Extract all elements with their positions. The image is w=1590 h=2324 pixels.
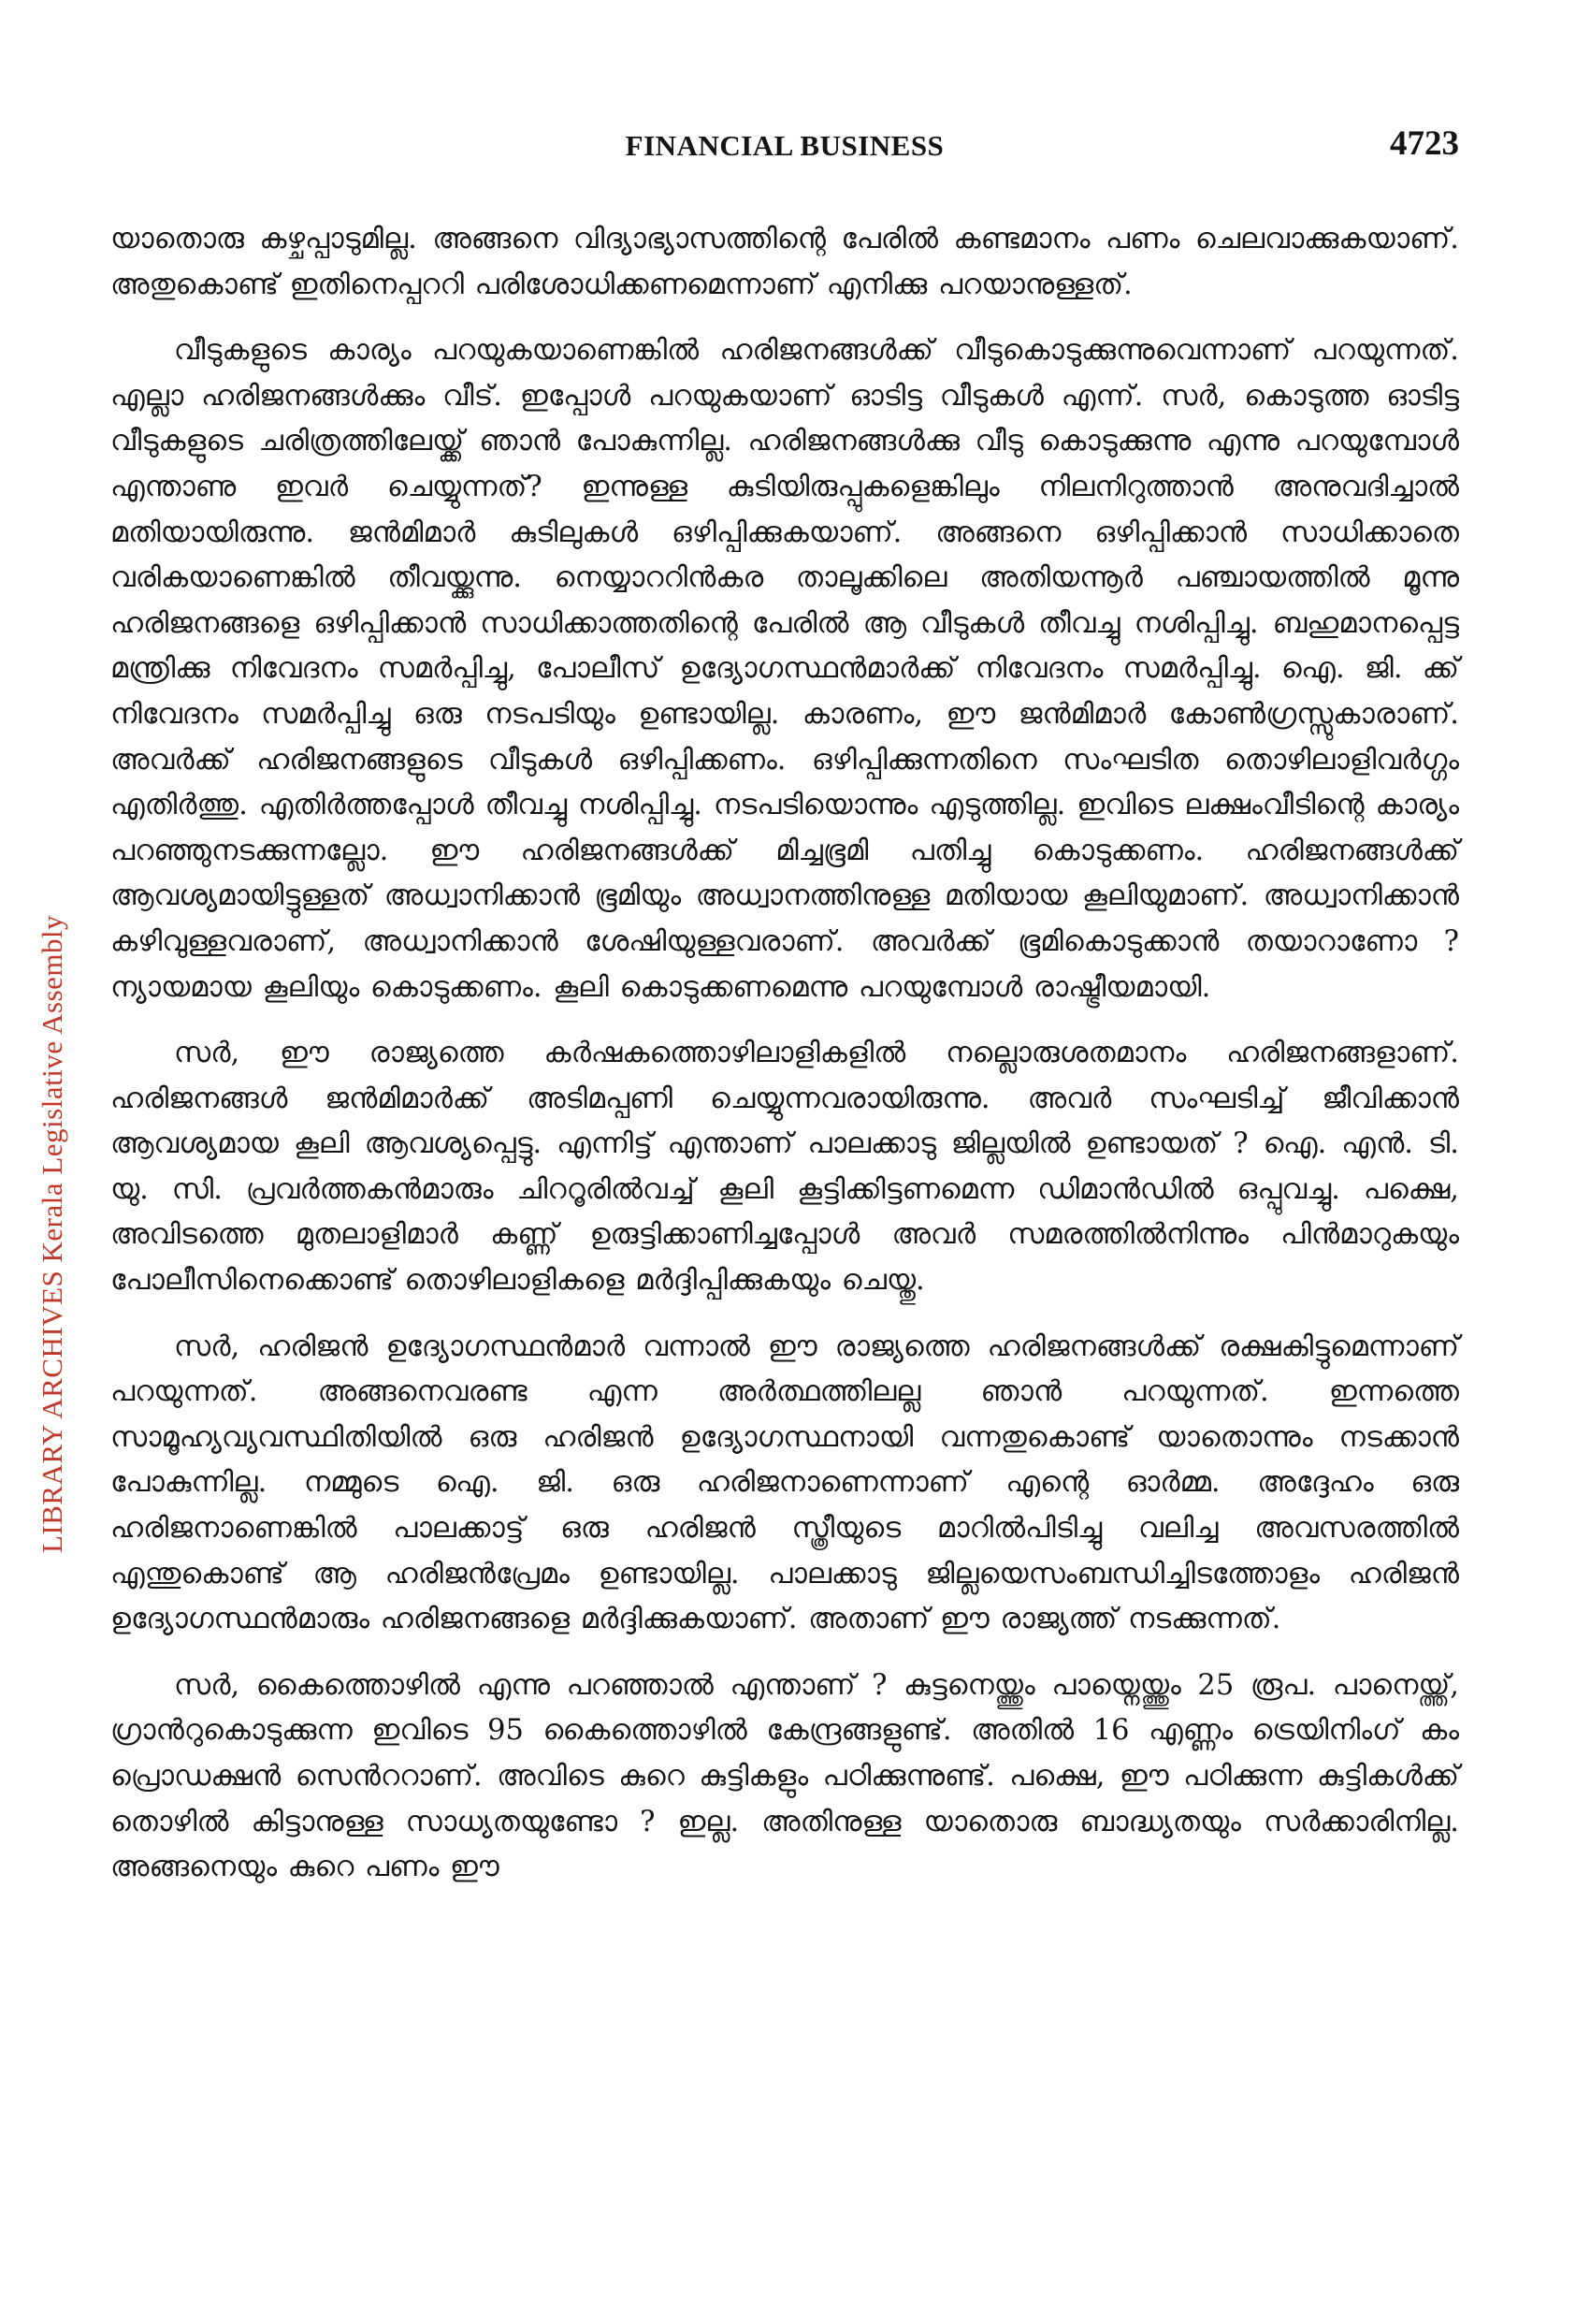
paragraph-1: യാതൊരു കഴ്ചപ്പാടുമില്ല. അങ്ങനെ വിദ്യാഭ്യാസത്തിന്റെ പേരിൽ കണ്ടമാനം പണം ചെലവാക്കുകയാണ്. അതുകൊണ്ട് ഇതിനെപ്പററി പരിശോധിക്കണമെന്നാണ് എനിക്കു പറയാനുള്ളത്. (110, 223, 1459, 301)
paragraph-4: സർ, ഹരിജൻ ഉദ്യോഗസ്ഥൻമാർ വന്നാൽ ഈ രാജ്യത്തെ ഹരിജനങ്ങൾക്ക് രക്ഷകിട്ടുമെന്നാണ് പറയുന്നത്. അങ്ങനെവരണ്ട എന്ന അർത്ഥത്തിലല്ല ഞാൻ പറയുന്നത്. ഇന്നത്തെ സാമൂഹ്യവ്യവസ്ഥിതിയിൽ ഒരു ഹരിജൻ ഉദ്യോഗസ്ഥനായി വന്നതുകൊണ്ട് യാതൊന്നും നടക്കാൻ പോകുന്നില്ല. നമ്മുടെ ഐ. ജി. ഒരു ഹരിജനാണെന്നാണ് എന്റെ ഓർമ്മ. അദ്ദേഹം ഒരു ഹരിജനാണെങ്കിൽ പാലക്കാട്ട് ഒരു ഹരിജൻ സ്ത്രീയുടെ മാറിൽപിടിച്ചു വലിച്ച അവസരത്തിൽ എന്തുകൊണ്ട് ആ ഹരിജൻപ്രേമം ഉണ്ടായില്ല. പാലക്കാടു ജില്ലയെസംബന്ധിച്ചിടത്തോളം ഹരിജൻ ഉദ്യോഗസ്ഥൻമാരും ഹരിജനങ്ങളെ മർദ്ദിക്കുകയാണ്. അതാണ് ഈ രാജ്യത്ത് നടക്കുന്നത്. (110, 1329, 1459, 1636)
running-title: FINANCIAL BUSINESS (625, 129, 945, 162)
archive-stamp: LIBRARY ARCHIVES Kerala Legislative Assembly (36, 914, 68, 1553)
paragraph-3: സർ, ഈ രാജ്യത്തെ കർഷകത്തൊഴിലാളികളിൽ നല്ലൊരുശതമാനം ഹരിജനങ്ങളാണ്. ഹരിജനങ്ങൾ ജൻമിമാർക്ക് അടിമപ്പണി ചെയ്യുന്നവരായിരുന്നു. അവർ സംഘടിച്ച് ജീവിക്കാൻ ആവശ്യമായ കൂലി ആവശ്യപ്പെട്ടു. എന്നിട്ട് എന്താണ് പാലക്കാടു ജില്ലയിൽ ഉണ്ടായത് ? ഐ. എൻ. ടി. യു. സി. പ്രവർത്തകൻമാരും ചിററൂരിൽവച്ച് കൂലി കൂട്ടിക്കിട്ടണമെന്ന ഡിമാൻഡിൽ ഒപ്പുവച്ചു. പക്ഷെ, അവിടത്തെ മുതലാളിമാർ കണ്ണ് ഉരുട്ടിക്കാണിച്ചപ്പോൾ അവർ സമരത്തിൽനിന്നും പിൻമാറുകയും പോലീസിനെക്കൊണ്ട് തൊഴിലാളികളെ മർദ്ദിപ്പിക്കുകയും ചെയ്തു. (110, 1037, 1459, 1298)
paragraph-2: വീടുകളുടെ കാര്യം പറയുകയാണെങ്കിൽ ഹരിജനങ്ങൾക്ക് വീടുകൊടുക്കുന്നുവെന്നാണ് പറയുന്നത്. എല്ലാ ഹരിജനങ്ങൾക്കും വീട്. ഇപ്പോൾ പറയുകയാണ് ഓടിട്ട വീടുകൾ എന്ന്. സർ, കൊടുത്ത ഓടിട്ട വീടുകളുടെ ചരിത്രത്തിലേയ്ക്ക് ഞാൻ പോകുന്നില്ല. ഹരിജനങ്ങൾക്കു വീടു കൊടുക്കുന്നു എന്നു പറയുമ്പോൾ എന്താണു ഇവർ ചെയ്യുന്നത്? ഇന്നുള്ള കുടിയിരുപ്പുകളെങ്കിലും നിലനിറുത്താൻ അനുവദിച്ചാൽ മതിയായിരുന്നു. ജൻമിമാർ കുടിലുകൾ ഒഴിപ്പിക്കുകയാണ്. അങ്ങനെ ഒഴിപ്പിക്കാൻ സാധിക്കാതെ വരികയാണെങ്കിൽ തീവയ്ക്കുന്നു. നെയ്യാററിൻകര താലൂക്കിലെ അതിയന്നൂർ പഞ്ചായത്തിൽ മൂന്നു ഹരിജനങ്ങളെ ഒഴിപ്പിക്കാൻ സാധിക്കാത്തതിന്റെ പേരിൽ ആ വീടുകൾ തീവച്ചു നശിപ്പിച്ചു. ബഹുമാനപ്പെട്ട മന്ത്രിക്കു നിവേദനം സമർപ്പിച്ചു, പോലീസ് ഉദ്യോഗസ്ഥൻമാർക്ക് നിവേദനം സമർപ്പിച്ചു. ഐ. ജി. ക്ക് നിവേദനം സമർപ്പിച്ചു ഒരു നടപടിയും ഉണ്ടായില്ല. കാരണം, ഈ ജൻമിമാർ കോൺഗ്രസ്സുകാരാണ്. അവർക്ക് ഹരിജനങ്ങളുടെ വീടുകൾ ഒഴിപ്പിക്കണം. ഒഴിപ്പിക്കുന്നതിനെ സംഘടിത തൊഴിലാളിവർഗ്ഗം എതിർത്തു. എതിർത്തപ്പോൾ തീവച്ചു നശിപ്പിച്ചു. നടപടിയൊന്നും എടുത്തില്ല. ഇവിടെ ലക്ഷംവീടിന്റെ കാര്യം പറഞ്ഞുനടക്കുന്നല്ലോ. ഈ ഹരിജനങ്ങൾക്ക് മിച്ചഭൂമി പതിച്ചു കൊടുക്കണം. ഹരിജനങ്ങൾക്ക് ആവശ്യമായിട്ടുള്ളത് അധ്വാനിക്കാൻ ഭൂമിയും അധ്വാനത്തിനുള്ള മതിയായ കൂലിയുമാണ്. അധ്വാനിക്കാൻ കഴിവുള്ളവരാണ്, അധ്വാനിക്കാൻ ശേഷിയുള്ളവരാണ്. അവർക്ക് ഭൂമികൊടുക്കാൻ തയാറാണോ ? ന്യായമായ കൂലിയും കൊടുക്കണം. കൂലി കൊടുക്കണമെന്നു പറയുമ്പോൾ രാഷ്ട്രീയമായി. (110, 334, 1459, 1004)
page-number: 4723 (1390, 124, 1459, 163)
body-text (110, 217, 1459, 1911)
page-header (110, 123, 1459, 170)
paragraph-5: സർ, കൈത്തൊഴിൽ എന്നു പറഞ്ഞാൽ എന്താണ് ? കുട്ടനെയ്ത്തും പായ്നെയ്ത്തും 25 രൂപ. പാനെയ്ത്ത്, ഗ്രാൻറുകൊടുക്കുന്ന ഇവിടെ 95 കൈത്തൊഴിൽ കേന്ദ്രങ്ങളുണ്ട്. അതിൽ 16 എണ്ണം ട്രെയിനിംഗ് കം പ്രൊഡക്ഷൻ സെൻററാണ്. അവിടെ കുറെ കുട്ടികളും പഠിക്കുന്നുണ്ട്. പക്ഷെ, ഈ പഠിക്കുന്ന കുട്ടികൾക്ക് തൊഴിൽ കിട്ടാനുള്ള സാധ്യതയുണ്ടോ ? ഇല്ല. അതിനുള്ള യാതൊരു ബാദ്ധ്യതയും സർക്കാരിനില്ല. അങ്ങനെയും കുറെ പണം ഈ (110, 1668, 1459, 1884)
